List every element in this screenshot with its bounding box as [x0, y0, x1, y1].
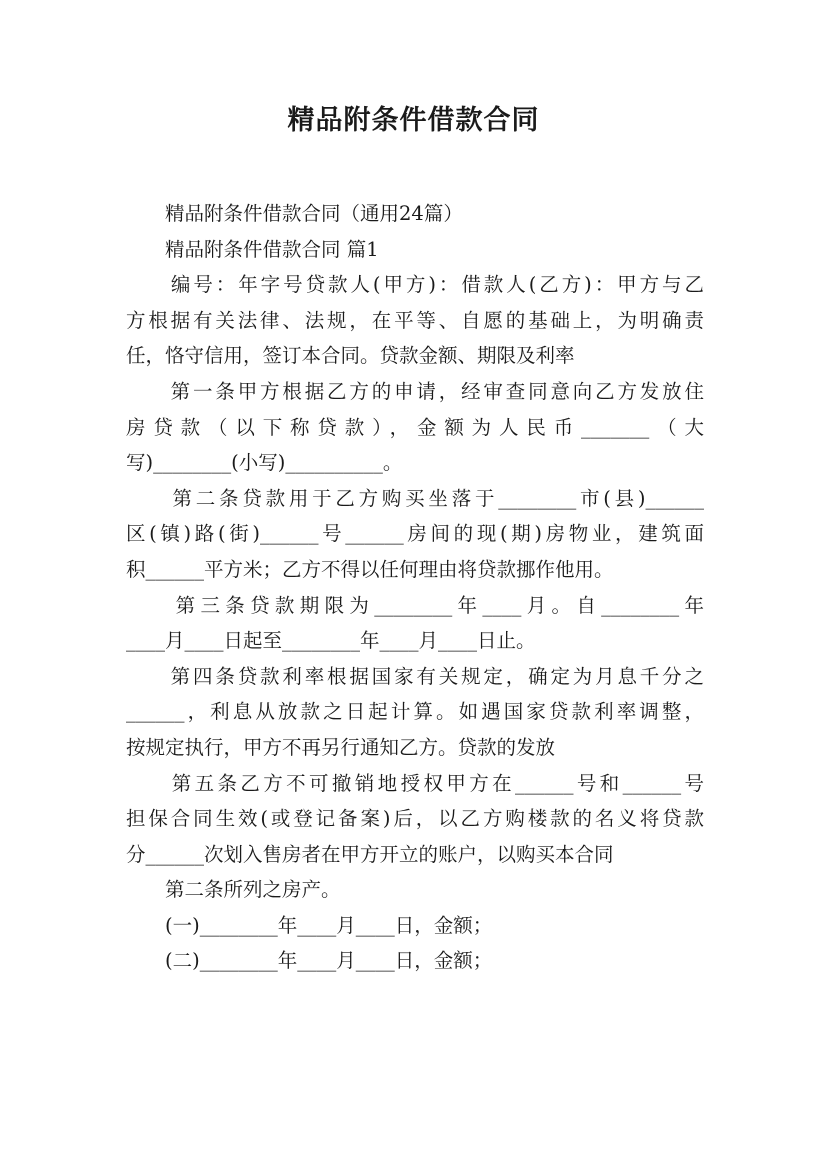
body-line: (一)________年____月____日，金额； — [126, 913, 493, 937]
body-line: 第五条乙方不可撤销地授权甲方在______号和______号 — [126, 771, 704, 795]
document-title: 精品附条件借款合同 — [287, 105, 540, 136]
body-line: 按规定执行，甲方不再另行通知乙方。贷款的发放 — [126, 735, 556, 759]
body-line: 写)________(小写)__________。 — [126, 451, 403, 475]
body-line: 第一条甲方根据乙方的申请，经审查同意向乙方发放住 — [126, 379, 704, 403]
body-line: 第四条贷款利率根据国家有关规定，确定为月息千分之 — [126, 664, 704, 688]
body-line: 担保合同生效(或登记备案)后，以乙方购楼款的名义将贷款 — [126, 807, 704, 831]
document-body — [126, 196, 704, 979]
body-line: 第二条所列之房产。 — [126, 878, 341, 902]
body-line: 编号：年字号贷款人(甲方)：借款人(乙方)：甲方与乙 — [126, 273, 704, 297]
body-line: 任，恪守信用，签订本合同。贷款金额、期限及利率 — [126, 344, 575, 368]
body-line: 积______平方米；乙方不得以任何理由将贷款挪作他用。 — [126, 557, 614, 581]
body-line: 分______次划入售房者在甲方开立的账户，以购买本合同 — [126, 842, 614, 866]
body-line: 精品附条件借款合同 篇1 — [126, 237, 379, 261]
body-line: 方根据有关法律、法规，在平等、自愿的基础上，为明确责 — [126, 308, 704, 332]
body-line: ____月____日起至________年____月____日止。 — [126, 629, 536, 653]
body-line: 房贷款（以下称贷款），金额为人民币_______（大 — [126, 415, 704, 439]
body-line: 第二条贷款用于乙方购买坐落于________市(县)______ — [126, 486, 704, 510]
body-line: 精品附条件借款合同（通用24篇） — [126, 202, 463, 225]
body-line: ______，利息从放款之日起计算。如遇国家贷款利率调整， — [126, 700, 704, 724]
body-line: 区(镇)路(街)______号______房间的现(期)房物业，建筑面 — [126, 522, 704, 546]
body-line: (二)________年____月____日，金额； — [126, 949, 493, 973]
body-line: 第三条贷款期限为________年____月。自________年 — [126, 593, 704, 617]
